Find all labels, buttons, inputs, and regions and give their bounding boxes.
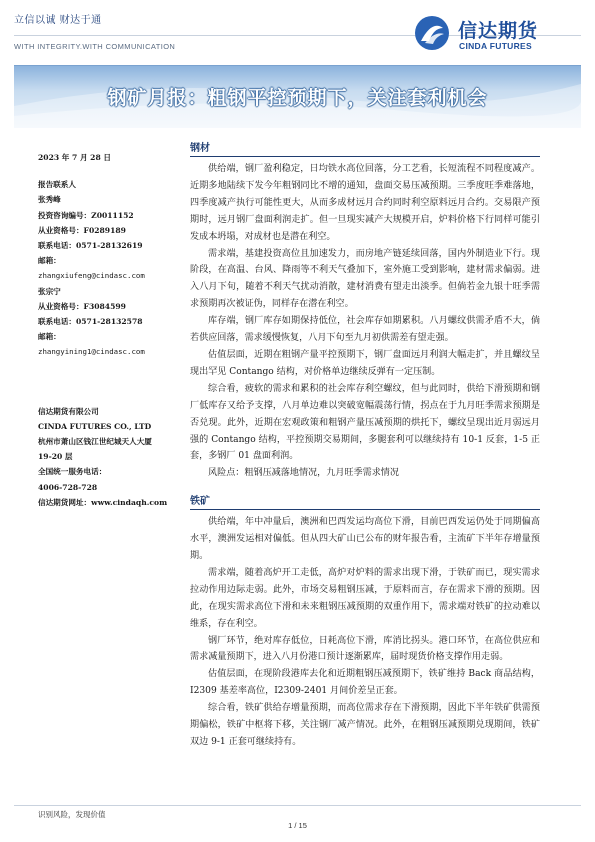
main-content — [190, 139, 540, 751]
analyst-name: 张宗宁 — [38, 286, 61, 296]
header-slogan: 立信以诚 财达于通 — [14, 15, 102, 26]
qualification-number: 从业资格号：F0289189 — [38, 225, 126, 235]
page-number: 1 / 15 — [288, 821, 307, 830]
page-title: 钢矿月报：粗钢平控预期下，关注套利机会 — [107, 87, 488, 109]
section-heading-steel: 钢材 — [190, 139, 540, 157]
footer-divider — [14, 805, 581, 806]
email-link[interactable]: zhangyining1@cindasc.com — [38, 347, 145, 357]
logo-mark-icon — [413, 14, 451, 52]
paragraph: 需求端，基建投资高位且加速发力，而房地产链延续回落，国内外制造业下行。现阶段，在高温、台风、降雨等不利天气叠加下，室外施工受到影响，建材需求偏弱。进入八月下旬，随着不利天气扰动消散，建材消费有望走出淡季。但倘若金九银十旺季需求预期再次被证伪，同样存在潜在利空。 — [190, 248, 540, 310]
title-banner — [14, 65, 581, 128]
paragraph: 估值层面，在现阶段港库去化和近期粗钢压减预期下，铁矿维持 Back 商品结构，I2309 基差率高位，I2309-2401 月间价差呈正套。 — [190, 669, 540, 697]
paragraph: 综合看，疲软的需求和累积的社会库存利空螺纹，但与此同时，供给下滑预期和钢厂低库存又给予支撑，八月单边难以突破宽幅震荡行情，拐点在于九月旺季需求预期是否兑现。此外，近期在宏观政策和粗钢产量压减预期的烘托下，螺纹呈现出近月弱远月强的 Contango 结构，平控预期交易期间，多腿套利可以继续持有 10-1 反套，1-5 正套，多钢厂 01 盘面利润。 — [190, 383, 540, 462]
company-logo — [413, 14, 585, 54]
advisor-number: 投资咨询编号：Z0011152 — [38, 210, 134, 220]
email-label: 邮箱： — [38, 256, 61, 266]
hotline-label: 全国统一服务电话： — [38, 467, 107, 477]
section-heading-iron-ore: 铁矿 — [190, 492, 540, 510]
contact-phone: 联系电话：0571-28132619 — [38, 241, 143, 251]
analyst-name: 张秀峰 — [38, 195, 61, 205]
logo-text-en: CINDA FUTURES — [459, 41, 532, 51]
hotline-number: 4006-728-728 — [38, 482, 98, 492]
header-tagline: WITH INTEGRITY.WITH COMMUNICATION — [14, 42, 176, 51]
contact-heading: 报告联系人 — [38, 180, 76, 190]
website-link[interactable]: 信达期货网址：www.cindaqh.com — [38, 497, 168, 507]
sidebar — [38, 150, 178, 510]
paragraph: 钢厂环节，绝对库存低位，日耗高位下滑，库消比拐头。港口环节，在高位供应和需求减量预期下，进入八月份港口预计逐渐累库，届时现货价格支撑作用走弱。 — [190, 635, 540, 663]
paragraph: 综合看，铁矿供给存增量预期，而高位需求存在下滑预期，因此下半年铁矿供需预期偏松，铁矿中枢将下移，关注钢厂减产情况。此外，在粗钢压减预期兑现期间，铁矿双边 9-1 正套可继续持有。 — [190, 703, 540, 747]
company-address: 杭州市萧山区钱江世纪城天人大厦 — [38, 437, 152, 447]
contact-phone: 联系电话：0571-28132578 — [38, 317, 143, 327]
paragraph: 需求端，随着高炉开工走低，高炉对炉料的需求出现下滑，于铁矿而已，现实需求拉动作用边际走弱。此外，市场交易粗钢压减，于原料而言，存在需求下滑的预期。因此，在现实需求高位下滑和未来粗钢压减预期的双重作用下，需求端对铁矿的拉动难以维系，存在利空。 — [190, 567, 540, 629]
email-label: 邮箱： — [38, 332, 61, 342]
company-address-floor: 19-20 层 — [38, 452, 73, 462]
paragraph: 库存端，钢厂库存如期保持低位，社会库存如期累积。八月螺纹供需矛盾不大，倘若供应回落，需求缓慢恢复，八月下旬至九月初供需差有望走强。 — [190, 316, 540, 344]
paragraph: 估值层面，近期在粗钢产量平控预期下，钢厂盘面远月利润大幅走扩，并且螺纹呈现出罕见 Contango 结构，对价格单边继续反弹有一定压制。 — [190, 349, 540, 377]
company-name-en: CINDA FUTURES CO., LTD — [38, 421, 152, 431]
footer-slogan: 识别风险，发现价值 — [38, 810, 106, 819]
paragraph: 供给端，钢厂盈利稳定，日均铁水高位回落，分工艺看，长短流程不同程度减产。近期多地陆续下发今年粗钢同比不增的通知，盘面交易压减预期。三季度旺季难落地，四季度减产执行可能性更大，从而多成材远月合约同时利空原料远月合约。交易限产预期时，远月钢厂盘面利润走扩。但一旦现实减产大规模开启，炉料价格下行同样可能引发成本坍塌，对成材也是潜在利空。 — [190, 164, 540, 242]
logo-text-cn: 信达期货 — [458, 20, 539, 42]
qualification-number: 从业资格号：F3084599 — [38, 301, 126, 311]
paragraph: 供给端，年中冲量后，澳洲和巴西发运均高位下滑，目前巴西发运仍处于同期偏高水平，澳洲发运相对偏低。但从四大矿山已公布的财年报告看，主流矿下半年存增量预期。 — [190, 517, 540, 562]
email-link[interactable]: zhangxiufeng@cindasc.com — [38, 271, 145, 281]
company-name-cn: 信达期货有限公司 — [38, 406, 99, 416]
risk-paragraph: 风险点：粗钢压减落地情况，九月旺季需求情况 — [208, 468, 399, 479]
report-date: 2023 年 7 月 28 日 — [38, 153, 111, 162]
